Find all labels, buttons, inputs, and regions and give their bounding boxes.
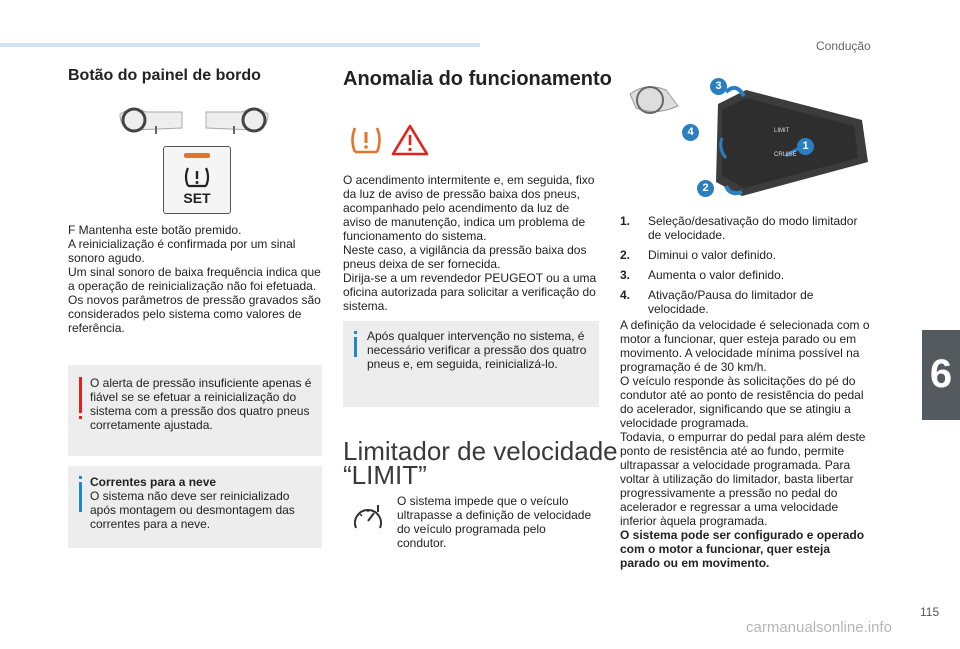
chapter-title: Condução bbox=[816, 39, 871, 53]
set-button-illustration bbox=[163, 146, 231, 214]
watermark: carmanualsonline.info bbox=[746, 619, 892, 636]
warning-note-box bbox=[68, 365, 322, 456]
dashboard-location-illustration bbox=[112, 104, 276, 138]
page-number: 115 bbox=[920, 605, 940, 619]
malfunction-body-text: O acendimento intermitente e, em seguida, fixo da luz de aviso de pressão baixa dos pneus, acompanhado pelo acendimento da luz de aviso de manutenção, indica um problema de funcionamento do sistema. Neste caso, a vigilância da pressão baixa dos pneus deixa de ser fornecida. Dirija-se a um revendedor PEUGEOT ou a uma oficina autorizada para solicitar a verificação do sistema. bbox=[343, 173, 597, 313]
list-item-number: 3. bbox=[620, 268, 631, 282]
speed-limiter-bold-note: O sistema pode ser configurado e operado com o motor a funcionar, quer esteja parado ou em movimento. bbox=[620, 528, 865, 570]
speed-limiter-stalk-illustration bbox=[626, 76, 874, 200]
list-item-text: Aumenta o valor definido. bbox=[648, 268, 785, 282]
stalk-cruise-label: CRUISE bbox=[774, 152, 797, 158]
header-bar bbox=[0, 43, 480, 47]
chapter-number: 6 bbox=[929, 352, 953, 396]
tyre-pressure-icon bbox=[183, 165, 211, 189]
list-item-text: Ativação/Pausa do limitador de velocidade. bbox=[648, 288, 814, 316]
speed-limiter-icon bbox=[352, 504, 384, 532]
snow-chains-text: O sistema não deve ser reinicializado após montagem ou desmontagem das correntes para a neve. bbox=[90, 489, 295, 531]
intervention-info-text: Após qualquer intervenção no sistema, é necessário verificar a pressão dos quatro pneus e, em seguida, reinicializá-lo. bbox=[367, 329, 587, 371]
set-button-label: SET bbox=[183, 190, 211, 206]
warning-exclamation-icon bbox=[79, 377, 82, 413]
list-item-text: Seleção/desativação do modo limitador de velocidade. bbox=[648, 214, 858, 242]
list-item bbox=[620, 268, 870, 282]
list-item-number: 4. bbox=[620, 288, 631, 302]
warning-note-text: O alerta de pressão insuficiente apenas é fiável se se efetuar a reinicialização do sistema com a pressão dos quatro pneus corretamente ajustada. bbox=[90, 376, 312, 432]
dashboard-button-heading: Botão do painel de bordo bbox=[68, 67, 261, 84]
service-warning-icon bbox=[390, 123, 430, 157]
callout-3: 3 bbox=[710, 78, 727, 95]
callout-2: 2 bbox=[697, 180, 714, 197]
list-item-number: 2. bbox=[620, 248, 631, 262]
warning-exclamation-dot bbox=[79, 416, 82, 419]
list-item bbox=[620, 214, 870, 242]
callout-1: 1 bbox=[797, 138, 814, 155]
info-icon-dot bbox=[79, 476, 82, 479]
list-item-number: 1. bbox=[620, 214, 631, 228]
speed-limiter-body-text: A definição da velocidade é selecionada com o motor a funcionar, quer esteja parado ou em movimento. A velocidade mínima possível na programação é de 30 km/h. O veículo responde às solicitações do pé do condutor até ao ponto de resistência do pedal do acelerador, significando que se atingiu a velocidade programada. Todavia, o empurrar do pedal para além deste ponto de resistência até ao fundo, permite ultrapassar a velocidade programada. Para voltar à utilização do limitador, basta libertar progressivamente a pressão no pedal do acelerador e regressar a uma velocidade inferior àquela programada. bbox=[620, 318, 870, 528]
intervention-info-box bbox=[343, 321, 599, 407]
snow-chains-title: Correntes para a neve bbox=[90, 475, 217, 489]
tyre-pressure-warning-icon bbox=[348, 124, 384, 156]
info-icon bbox=[79, 482, 82, 512]
snow-chains-info-box bbox=[68, 466, 322, 548]
stalk-limit-label: LIMIT bbox=[774, 128, 790, 134]
info-icon-dot bbox=[354, 331, 357, 334]
list-item-text: Diminui o valor definido. bbox=[648, 248, 777, 262]
reset-instruction-text: F Mantenha este botão premido. A reinicialização é confirmada por um sinal sonoro agudo. Um sinal sonoro de baixa frequência indica que a operação de reinicialização não foi efetuada. Os novos parâmetros de pressão gravados são considerados pelo sistema como valores de referência. bbox=[68, 223, 321, 335]
speed-limiter-heading: Limitador de velocidade bbox=[343, 436, 618, 466]
speed-limiter-intro-text: O sistema impede que o veículo ultrapasse a definição de velocidade do veículo programada pelo condutor. bbox=[397, 494, 592, 550]
set-button-led bbox=[184, 153, 210, 158]
controls-list bbox=[620, 214, 870, 316]
list-item bbox=[620, 248, 870, 262]
list-item bbox=[620, 288, 870, 316]
info-icon bbox=[354, 337, 357, 357]
malfunction-heading: Anomalia do funcionamento bbox=[343, 68, 612, 90]
speed-limiter-heading-limit: “LIMIT” bbox=[343, 460, 427, 490]
callout-4: 4 bbox=[682, 124, 699, 141]
